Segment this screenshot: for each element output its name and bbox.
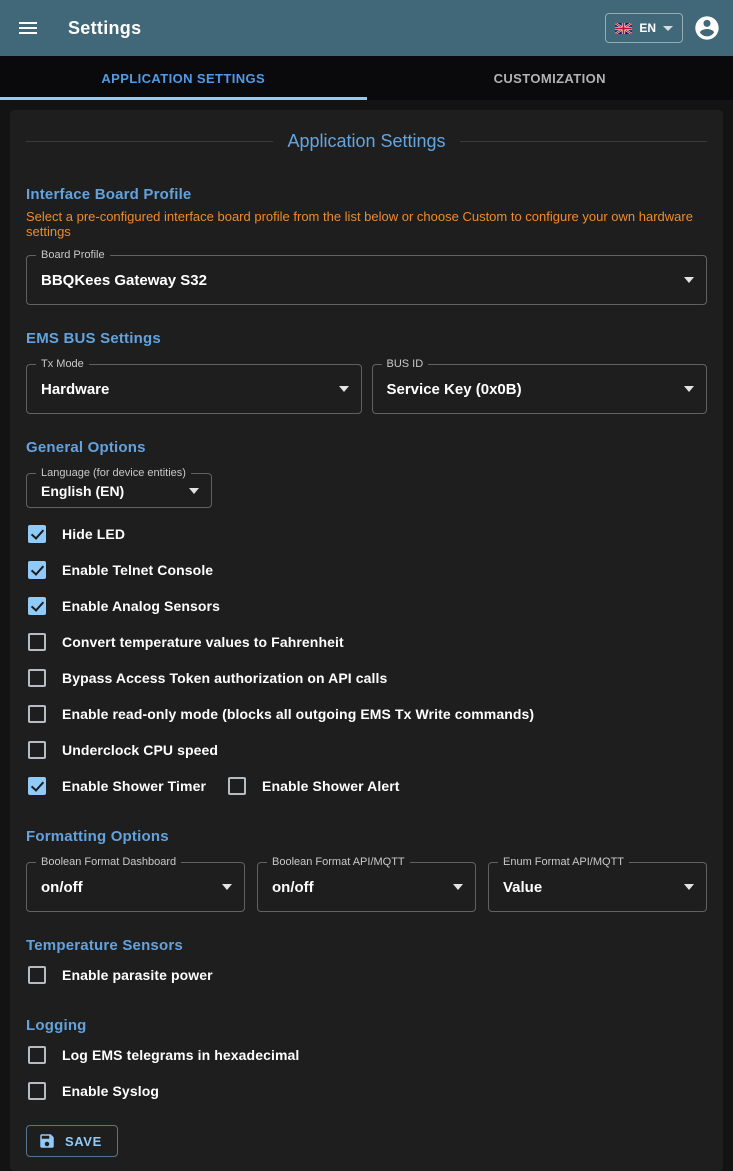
checkbox[interactable] bbox=[28, 1046, 46, 1064]
section-general-options: General Options bbox=[26, 439, 707, 456]
chevron-down-icon bbox=[663, 26, 673, 31]
dropdown-arrow-icon bbox=[684, 386, 694, 392]
section-formatting-options: Formatting Options bbox=[26, 828, 707, 845]
hamburger-menu-icon[interactable] bbox=[16, 16, 40, 40]
language-code: EN bbox=[639, 21, 656, 35]
account-avatar-icon[interactable] bbox=[693, 14, 721, 42]
checkbox-row-parasite-power[interactable] bbox=[26, 957, 707, 993]
checkbox-row-underclock-cpu[interactable] bbox=[26, 732, 707, 768]
checkbox-row-hide-led[interactable] bbox=[26, 516, 707, 552]
checkbox-label[interactable]: Enable Shower Alert bbox=[262, 778, 400, 794]
bus-id-value: Service Key (0x0B) bbox=[387, 381, 522, 398]
checkbox[interactable] bbox=[28, 525, 46, 543]
tab-application-settings[interactable]: APPLICATION SETTINGS bbox=[0, 56, 367, 100]
checkbox[interactable] bbox=[28, 597, 46, 615]
tab-bar bbox=[0, 56, 733, 100]
checkbox-label[interactable]: Enable Analog Sensors bbox=[62, 598, 220, 614]
board-profile-warning: Select a pre-configured interface board profile from the list below or choose Custom to configure your own hardware settings bbox=[26, 209, 707, 239]
dropdown-arrow-icon bbox=[453, 884, 463, 890]
app-bar bbox=[0, 0, 733, 56]
checkbox-row-readonly-mode[interactable] bbox=[26, 696, 707, 732]
card-title: Application Settings bbox=[287, 131, 445, 152]
settings-card bbox=[10, 110, 723, 1171]
dropdown-arrow-icon bbox=[189, 488, 199, 494]
enum-format-api-value: Value bbox=[503, 879, 542, 896]
boolean-format-dashboard-label: Boolean Format Dashboard bbox=[36, 856, 181, 868]
enum-format-api-label: Enum Format API/MQTT bbox=[498, 856, 629, 868]
checkbox-row-telnet[interactable] bbox=[26, 552, 707, 588]
checkbox[interactable] bbox=[28, 669, 46, 687]
checkbox[interactable] bbox=[28, 1082, 46, 1100]
dropdown-arrow-icon bbox=[339, 386, 349, 392]
boolean-format-api-value: on/off bbox=[272, 879, 314, 896]
boolean-format-api-select[interactable] bbox=[257, 862, 476, 912]
checkbox-label[interactable]: Bypass Access Token authorization on API calls bbox=[62, 670, 387, 686]
save-button-label: SAVE bbox=[65, 1134, 102, 1149]
divider-line bbox=[26, 141, 273, 142]
section-logging: Logging bbox=[26, 1017, 707, 1034]
boolean-format-api-label: Boolean Format API/MQTT bbox=[267, 856, 410, 868]
tx-mode-label: Tx Mode bbox=[36, 358, 89, 370]
card-title-row bbox=[26, 129, 707, 153]
checkbox-label[interactable]: Enable Shower Timer bbox=[62, 778, 206, 794]
board-profile-select[interactable] bbox=[26, 255, 707, 305]
dropdown-arrow-icon bbox=[684, 884, 694, 890]
save-floppy-icon bbox=[38, 1132, 56, 1150]
checkbox-label[interactable]: Enable read-only mode (blocks all outgoing EMS Tx Write commands) bbox=[62, 706, 534, 722]
page-title: Settings bbox=[68, 18, 141, 39]
board-profile-label: Board Profile bbox=[36, 249, 110, 261]
boolean-format-dashboard-select[interactable] bbox=[26, 862, 245, 912]
active-tab-indicator bbox=[0, 97, 367, 100]
save-button[interactable] bbox=[26, 1125, 118, 1157]
tx-mode-select[interactable] bbox=[26, 364, 362, 414]
enum-format-api-select[interactable] bbox=[488, 862, 707, 912]
checkbox-row-analog-sensors[interactable] bbox=[26, 588, 707, 624]
tx-mode-value: Hardware bbox=[41, 381, 109, 398]
uk-flag-icon bbox=[615, 23, 632, 34]
section-interface-board-profile: Interface Board Profile bbox=[26, 186, 707, 203]
checkbox[interactable] bbox=[228, 777, 246, 795]
checkbox[interactable] bbox=[28, 705, 46, 723]
bus-id-label: BUS ID bbox=[382, 358, 429, 370]
checkbox[interactable] bbox=[28, 777, 46, 795]
checkbox-label[interactable]: Enable Telnet Console bbox=[62, 562, 213, 578]
checkbox[interactable] bbox=[28, 966, 46, 984]
tab-customization[interactable]: CUSTOMIZATION bbox=[367, 56, 733, 100]
board-profile-value: BBQKees Gateway S32 bbox=[41, 272, 207, 289]
language-entities-label: Language (for device entities) bbox=[36, 467, 191, 479]
boolean-format-dashboard-value: on/off bbox=[41, 879, 83, 896]
language-entities-value: English (EN) bbox=[41, 483, 124, 499]
checkbox-label[interactable]: Enable Syslog bbox=[62, 1083, 159, 1099]
checkbox-row-syslog[interactable] bbox=[26, 1073, 707, 1109]
checkbox[interactable] bbox=[28, 741, 46, 759]
dropdown-arrow-icon bbox=[684, 277, 694, 283]
checkbox-row-log-hex[interactable] bbox=[26, 1037, 707, 1073]
checkbox-label[interactable]: Enable parasite power bbox=[62, 967, 213, 983]
section-temperature-sensors: Temperature Sensors bbox=[26, 937, 707, 954]
divider-line bbox=[460, 141, 707, 142]
checkbox-row-bypass-token[interactable] bbox=[26, 660, 707, 696]
checkbox-label[interactable]: Log EMS telegrams in hexadecimal bbox=[62, 1047, 299, 1063]
checkbox-label[interactable]: Underclock CPU speed bbox=[62, 742, 218, 758]
language-entities-select[interactable] bbox=[26, 473, 212, 508]
dropdown-arrow-icon bbox=[222, 884, 232, 890]
checkbox-label[interactable]: Convert temperature values to Fahrenheit bbox=[62, 634, 344, 650]
checkbox[interactable] bbox=[28, 633, 46, 651]
checkbox-row-fahrenheit[interactable] bbox=[26, 624, 707, 660]
checkbox-row-shower bbox=[26, 768, 707, 804]
language-selector[interactable] bbox=[605, 13, 683, 43]
checkbox-label[interactable]: Hide LED bbox=[62, 526, 125, 542]
checkbox[interactable] bbox=[28, 561, 46, 579]
bus-id-select[interactable] bbox=[372, 364, 708, 414]
section-ems-bus-settings: EMS BUS Settings bbox=[26, 330, 707, 347]
